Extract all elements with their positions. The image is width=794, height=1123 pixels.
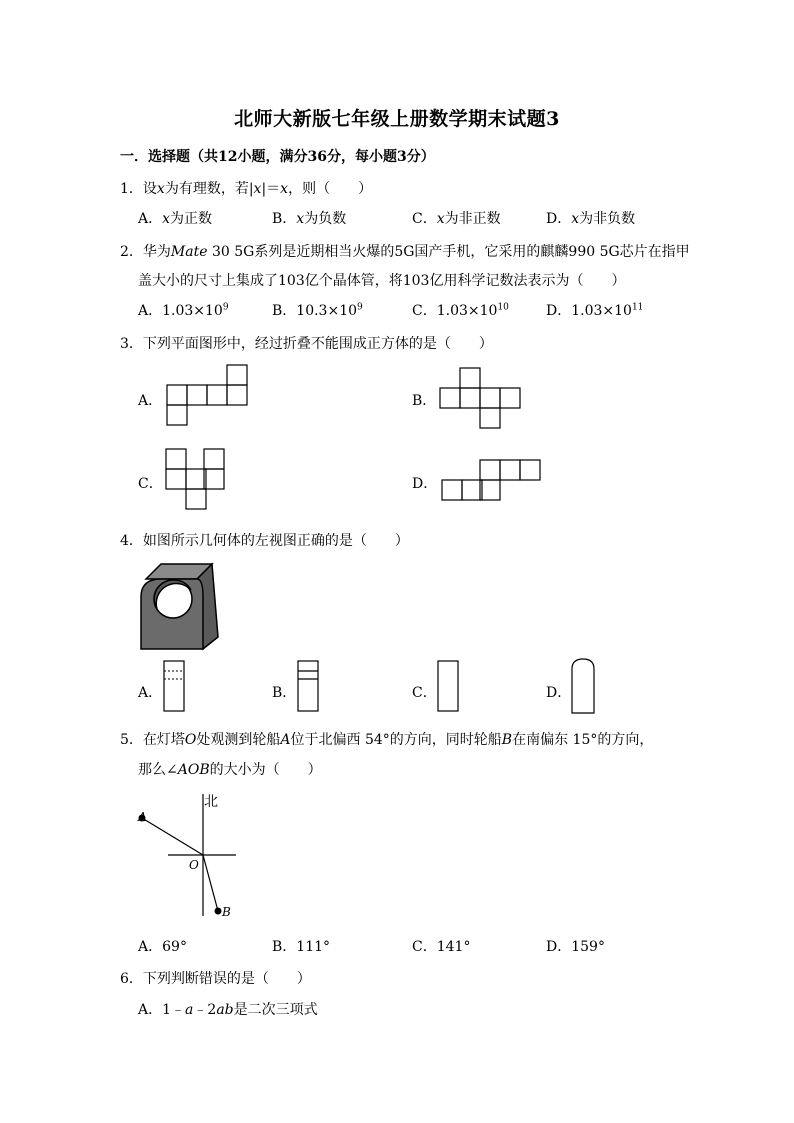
q5-option-a[interactable]: A．69° (138, 939, 187, 955)
q4-option-c[interactable]: C． (412, 685, 437, 701)
q4-solid-figure (139, 557, 221, 651)
q6-option-a[interactable]: A．1﹣a﹣2ab是二次三项式 (138, 1002, 318, 1018)
q2-option-c[interactable]: C．$1.03\times 10^{10}$ (412, 302, 509, 319)
q2-option-a[interactable]: A．$1.03\times 10^9$ (138, 302, 229, 319)
q5-option-b[interactable]: B．111° (272, 939, 331, 955)
question-2-stem-line2: 盖大小的尺寸上集成了103亿个晶体管，将103亿用科学记数法表示为（ ） (138, 273, 626, 289)
section-heading: 一．选择题（共12小题，满分36分，每小题3分） (120, 149, 435, 165)
q2-option-b[interactable]: B．$10.3\times 10^9$ (272, 302, 363, 319)
q3-option-b[interactable]: B． (412, 393, 437, 409)
question-5-stem-line1: 5．在灯塔O处观测到轮船A位于北偏西 54°的方向，同时轮船B在南偏东 15°的方向， (120, 732, 654, 748)
question-2-stem-line1: 2．华为Mate 30 5G系列是近期相当火爆的5G国产手机，它采用的麒麟990 5G芯片在指甲 (120, 244, 690, 260)
q4-option-b[interactable]: B． (272, 685, 297, 701)
q1-option-c[interactable]: C．x为非正数 (412, 211, 501, 227)
q1-option-a[interactable]: A．x为正数 (138, 211, 213, 227)
q3-net-a (165, 365, 250, 427)
page-title: 北师大新版七年级上册数学期末试题3 (234, 108, 560, 130)
q4-view-a (163, 660, 185, 712)
q3-option-a[interactable]: A． (138, 393, 163, 409)
point-b-marker (215, 908, 222, 915)
q4-view-d (571, 658, 595, 714)
q5-option-c[interactable]: C．141° (412, 939, 471, 955)
question-5-stem-line2: 那么∠AOB的大小为（ ） (138, 762, 322, 778)
q3-net-b (438, 368, 523, 430)
q3-net-d (440, 458, 544, 500)
q1-option-d[interactable]: D．x为非负数 (546, 211, 636, 227)
q2-option-d[interactable]: D．$1.03\times 10^{11}$ (546, 302, 644, 319)
point-b-label: B (222, 905, 231, 919)
q4-option-d[interactable]: D． (546, 685, 572, 701)
question-4-stem: 4．如图所示几何体的左视图正确的是（ ） (120, 533, 409, 549)
q4-view-c (437, 660, 459, 712)
point-o-label: O (189, 858, 199, 872)
q5-option-d[interactable]: D．159° (546, 939, 605, 955)
point-a-label: A (138, 810, 147, 824)
north-label: 北 (204, 794, 218, 810)
question-6-stem: 6．下列判断错误的是（ ） (120, 971, 311, 987)
question-3-stem: 3．下列平面图形中，经过折叠不能围成正方体的是（ ） (120, 336, 493, 352)
question-1-stem: 1．设x为有理数，若|x|＝x，则（ ） (120, 181, 373, 197)
q4-view-b (297, 660, 319, 712)
q3-option-d[interactable]: D． (412, 476, 438, 492)
q3-net-c (164, 449, 228, 511)
q4-option-a[interactable]: A． (138, 685, 163, 701)
question-number: 1． (120, 181, 143, 197)
q3-option-c[interactable]: C． (138, 476, 163, 492)
q1-option-b[interactable]: B．x为负数 (272, 211, 347, 227)
